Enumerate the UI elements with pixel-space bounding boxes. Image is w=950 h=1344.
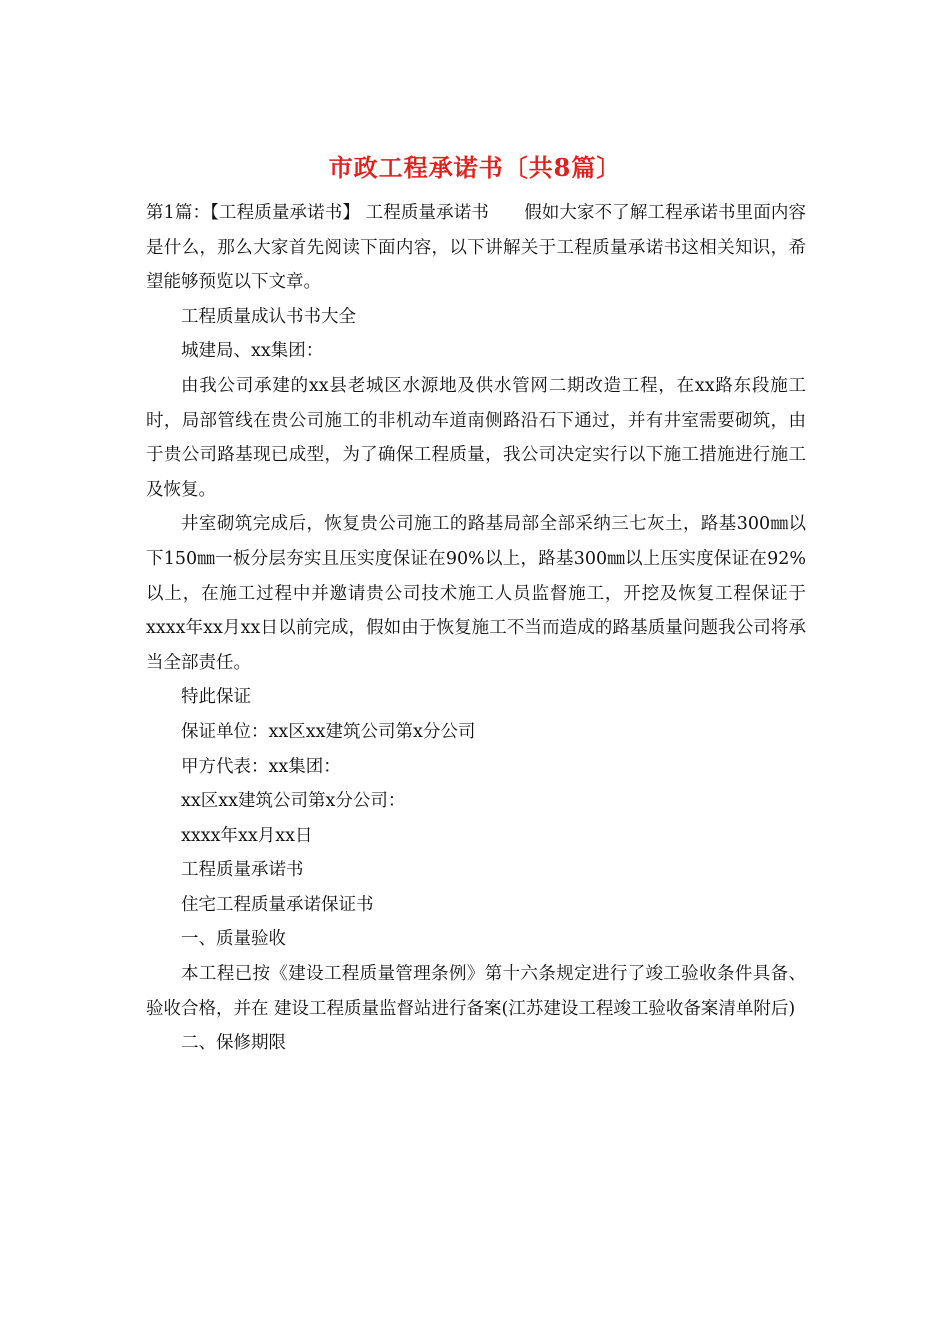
paragraph-guarantor: 保证单位：xx区xx建筑公司第x分公司	[181, 721, 476, 742]
paragraph-heading: 工程质量成认书书大全	[181, 306, 356, 327]
paragraph-closing: 特此保证	[181, 687, 251, 708]
document-title: 市政工程承诺书〔共8篇〕	[328, 153, 622, 182]
paragraph-body: 由我公司承建的xx县老城区水源地及供水管网二期改造工程，在xx路东段施工时，局部管线在贵公司施工的非机动车道南侧路沿石下通过，并有井室需要砌筑，由于贵公司路基现已成型，为了确保工程质量，我公司决定实行以下施工措施进行施工及恢复。	[146, 375, 806, 500]
document-body	[146, 196, 806, 1061]
paragraph-company: xx区xx建筑公司第x分公司：	[181, 791, 406, 812]
paragraph-party-a: 甲方代表：xx集团：	[181, 756, 341, 777]
paragraph-intro: 第1篇：【工程质量承诺书】 工程质量承诺书 假如大家不了解工程承诺书里面内容是什么，那么大家首先阅读下面内容，以下讲解关于工程质量承诺书这相关知识，希望能够预览以下文章。	[146, 203, 806, 293]
paragraph-section-title: 住宅工程质量承诺保证书	[181, 894, 374, 915]
paragraph-section-title: 工程质量承诺书	[181, 860, 304, 881]
paragraph-section-heading: 一、质量验收	[181, 929, 286, 950]
paragraph-date: xxxx年xx月xx日	[181, 825, 313, 846]
paragraph-section-heading: 二、保修期限	[181, 1033, 286, 1054]
paragraph-salutation: 城建局、xx集团：	[181, 341, 324, 362]
paragraph-body: 井室砌筑完成后，恢复贵公司施工的路基局部全部采纳三七灰土，路基300㎜以下150㎜一板分层夯实且压实度保证在90%以上，路基300㎜以上压实度保证在92%以上，在施工过程中并邀请贵公司技术施工人员监督施工，开挖及恢复工程保证于xxxx年xx月xx日以前完成，假如由于恢复施工不当而造成的路基质量问题我公司将承当全部责任。	[146, 514, 806, 673]
paragraph-body: 本工程已按《建设工程质量管理条例》第十六条规定进行了竣工验收条件具备、验收合格，并在 建设工程质量监督站进行备案(江苏建设工程竣工验收备案清单附后)	[146, 964, 806, 1019]
